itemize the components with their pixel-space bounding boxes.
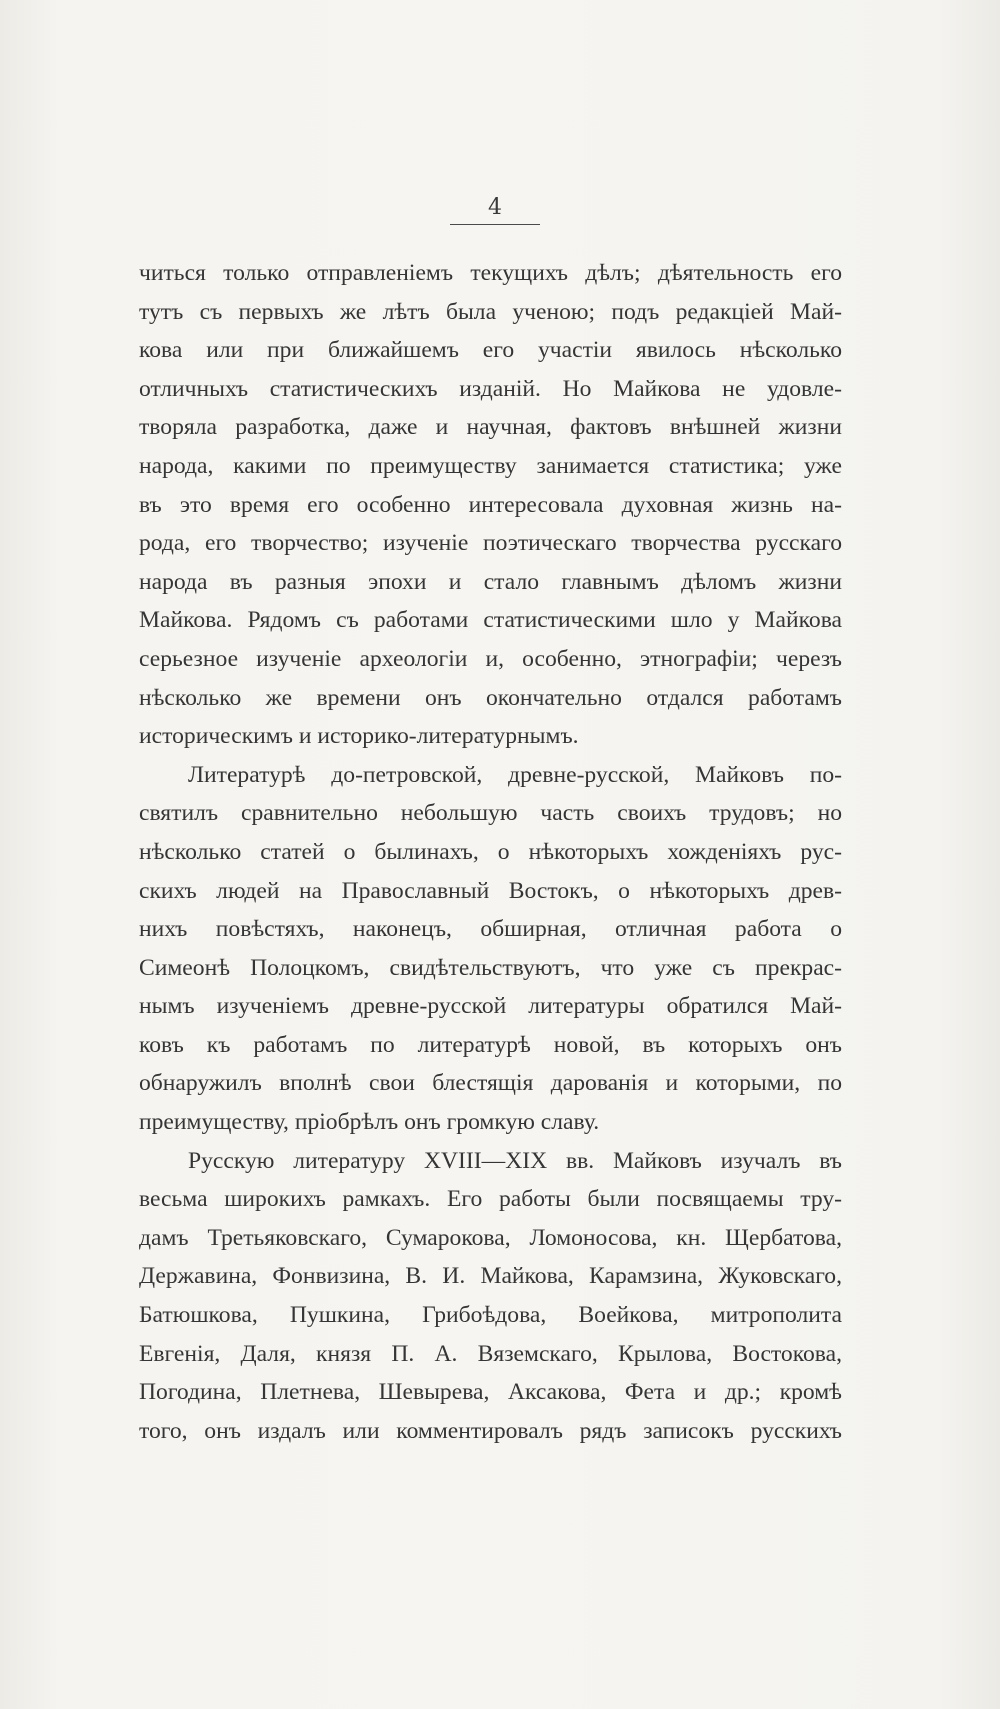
text-line: Симеонѣ Полоцкомъ, свидѣтельствуютъ, что уже съ прекрас- [139,954,842,981]
text-line: Литературѣ до-петровской, древне-русской, Майковъ по- [188,761,842,788]
text-line: народа въ разныя эпохи и стало главнымъ дѣломъ жизни [139,568,842,595]
text-line: нѣсколько же времени онъ окончательно отдался работамъ [139,684,842,711]
text-line: нымъ изученіемъ древне-русской литературы обратился Май- [139,993,842,1020]
text-line: святилъ сравнительно небольшую часть своихъ трудовъ; но [139,800,842,827]
text-line: обнаружилъ вполнѣ свои блестящія дарованія и которыми, по [139,1070,842,1097]
text-line: историческимъ и историко-литературнымъ. [139,723,579,750]
text-line: читься только отправленіемъ текущихъ дѣлъ; дѣятельность его [139,260,842,286]
text-line: скихъ людей на Православный Востокъ, о нѣкоторыхъ древ- [139,877,842,904]
paragraph [139,254,842,756]
text-line: творяла разработка, даже и научная, фактовъ внѣшней жизни [139,414,842,441]
text-line: ковъ къ работамъ по литературѣ новой, въ которыхъ онъ [139,1031,842,1058]
text-line: Евгенія, Даля, князя П. А. Вяземскаго, Крылова, Востокова, [139,1340,842,1367]
text-line: отличныхъ статистическихъ изданій. Но Майкова не удовле- [139,375,842,402]
header-rule [450,224,540,225]
paragraph [139,1142,842,1451]
paragraph [139,756,842,1142]
text-line: серьезное изученіе археологіи и, особенно, этнографіи; черезъ [139,645,842,672]
text-line: Державина, Фонвизина, В. И. Майкова, Карамзина, Жуковскаго, [139,1263,842,1290]
text-line: того, онъ издалъ или комментировалъ рядъ записокъ русскихъ [139,1417,842,1444]
text-line: дамъ Третьяковскаго, Сумарокова, Ломоносова, кн. Щербатова, [139,1224,842,1251]
text-line: въ это время его особенно интересовала духовная жизнь на- [139,491,842,518]
text-line: народа, какими по преимуществу занимается статистика; уже [139,452,842,479]
text-line: нихъ повѣстяхъ, наконецъ, обширная, отличная работа о [139,916,842,943]
text-line: рода, его творчество; изученіе поэтическаго творчества русскаго [139,530,842,557]
text-line: Погодина, Плетнева, Шевырева, Аксакова, Фета и др.; кромѣ [139,1379,842,1406]
text-line: нѣсколько статей о былинахъ, о нѣкоторыхъ хожденіяхъ рус- [139,838,842,865]
text-line: Майкова. Рядомъ съ работами статистическими шло у Майкова [139,607,842,634]
page-number: 4 [488,195,502,220]
text-line: весьма широкихъ рамкахъ. Его работы были посвящаемы тру- [139,1186,842,1213]
text-line: Батюшкова, Пушкина, Грибоѣдова, Воейкова, митрополита [139,1302,842,1329]
text-line: кова или при ближайшемъ его участіи явилось нѣсколько [139,337,842,364]
text-line: преимуществу, пріобрѣлъ онъ громкую славу. [139,1109,600,1136]
text-line: тутъ съ первыхъ же лѣтъ была ученою; подъ редакціей Май- [139,298,842,325]
body-text [139,254,842,1450]
text-line: Русскую литературу XVIII—XIX вв. Майковъ изучалъ въ [188,1147,842,1174]
